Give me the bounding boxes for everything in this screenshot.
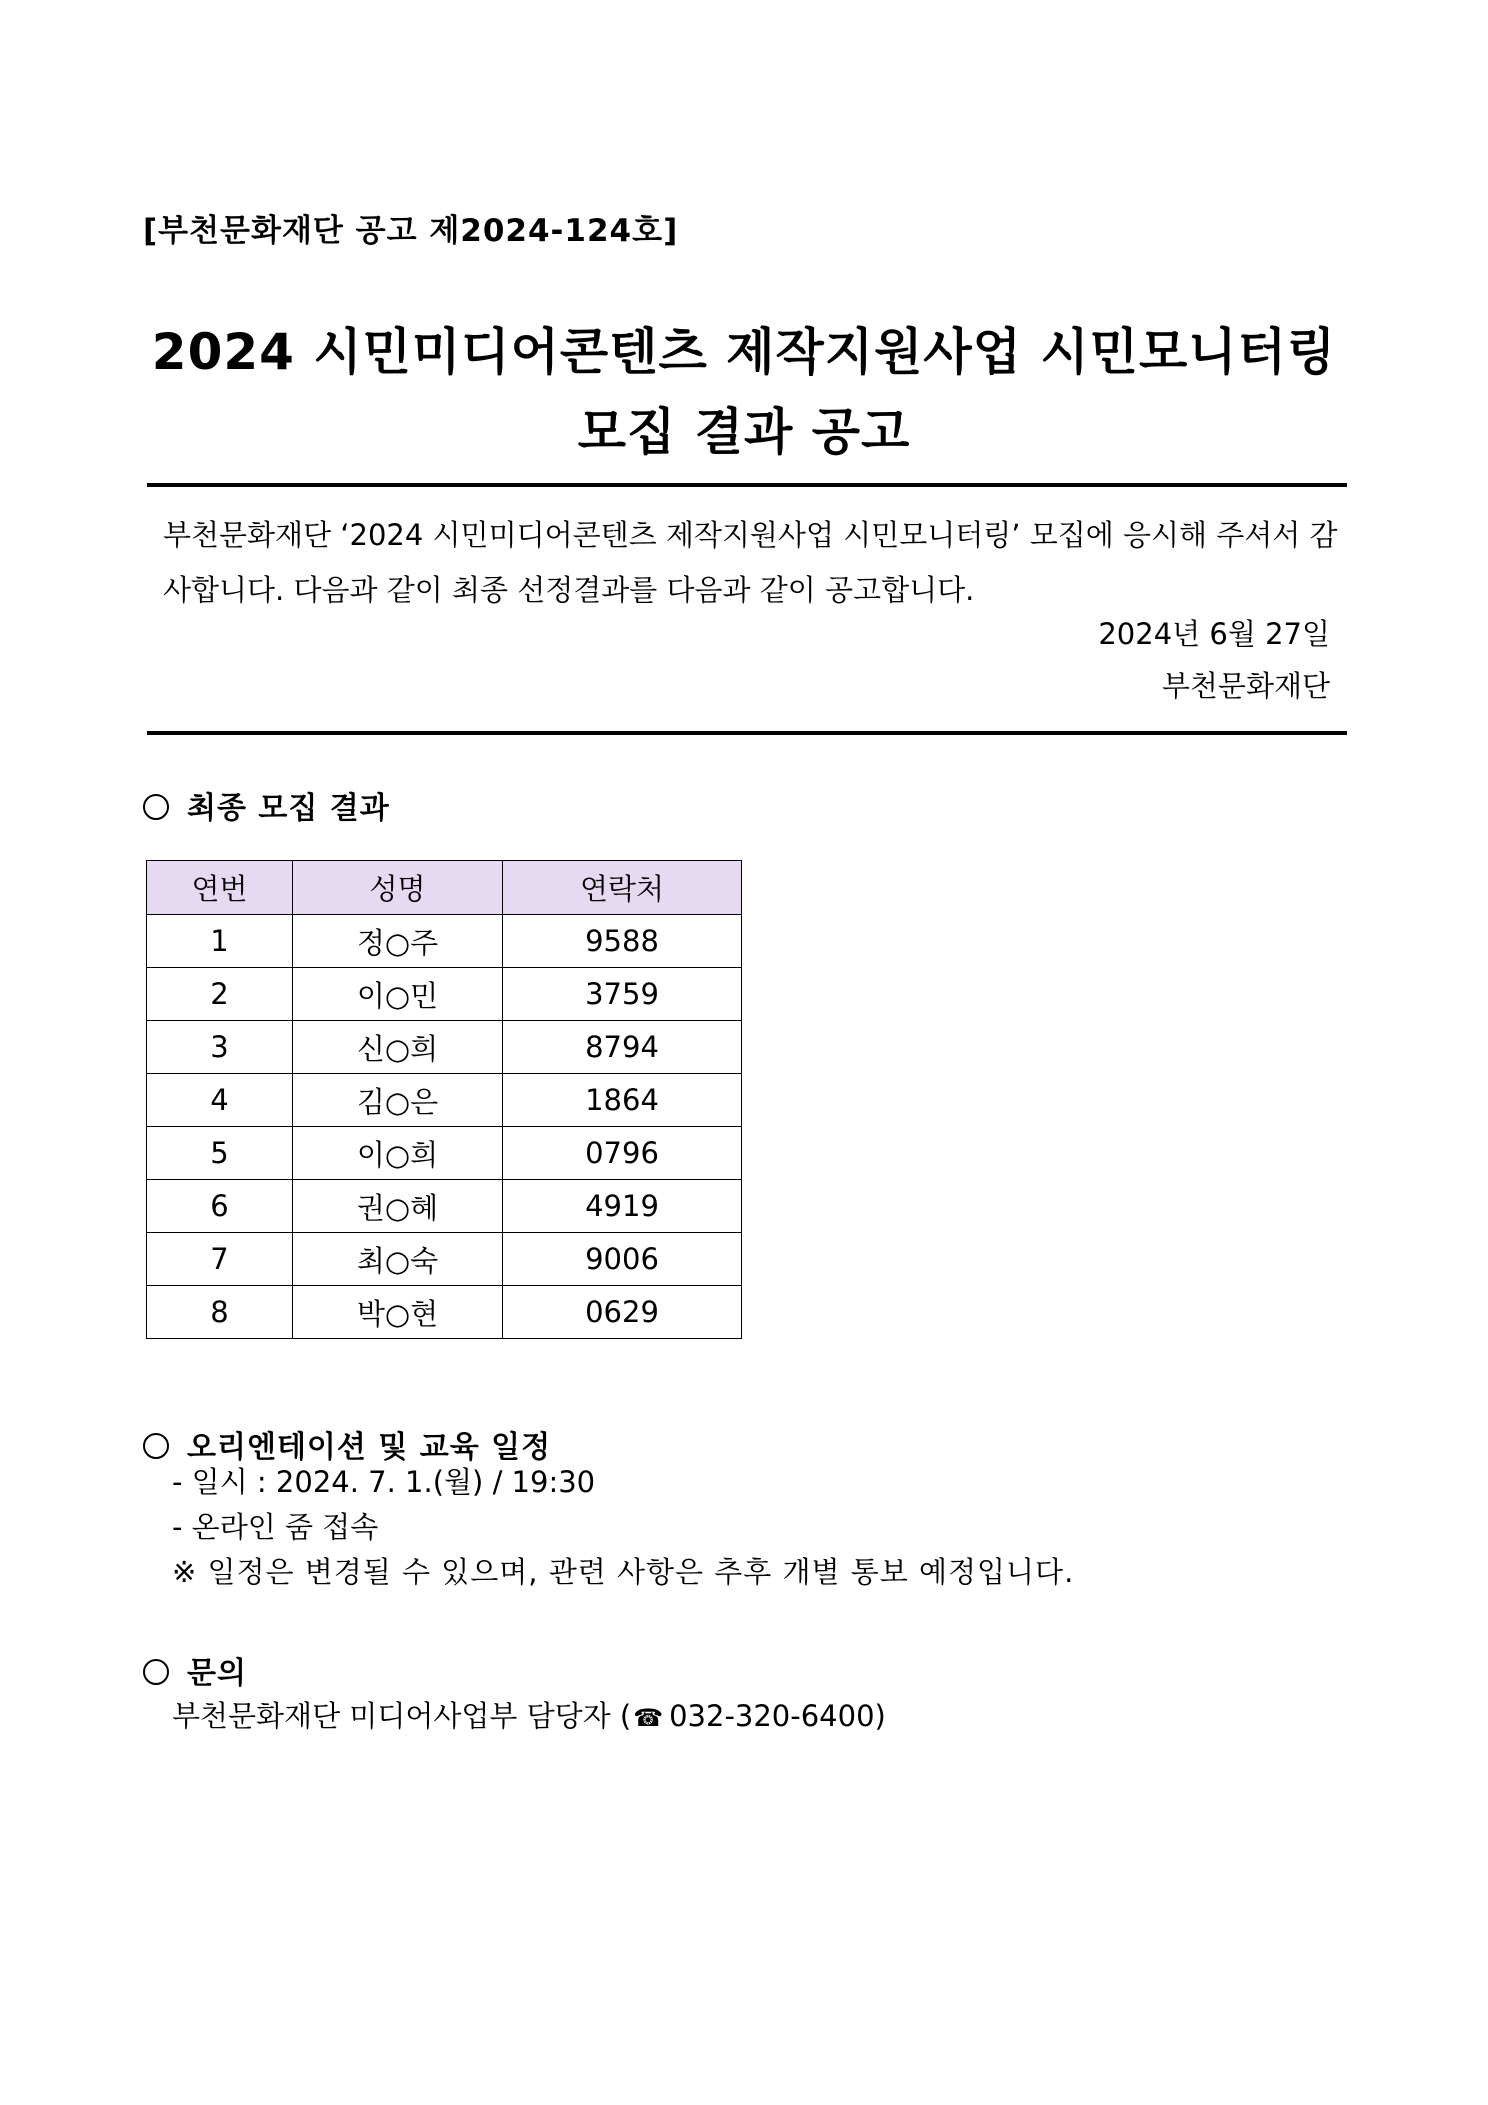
schedule-note: ※ 일정은 변경될 수 있으며, 관련 사항은 추후 개별 통보 예정입니다.: [172, 1555, 1075, 1589]
cell-name: 김○은: [293, 1074, 503, 1127]
cell-contact: 0796: [503, 1127, 742, 1180]
schedule-heading-text: 오리엔테이션 및 교육 일정: [187, 1430, 552, 1465]
table-row: [147, 1286, 742, 1339]
results-section-heading: [143, 783, 390, 827]
column-header-number: 연번: [147, 861, 293, 915]
table-row: [147, 915, 742, 968]
cell-name: 최○숙: [293, 1233, 503, 1286]
top-divider: [147, 483, 1347, 487]
circle-bullet-icon: [143, 1433, 169, 1459]
cell-number: 4: [147, 1074, 293, 1127]
cell-contact: 8794: [503, 1021, 742, 1074]
table-row: [147, 1074, 742, 1127]
contact-phone: 032-320-6400): [669, 1699, 886, 1733]
contact-info: [172, 1694, 886, 1735]
cell-name: 정○주: [293, 915, 503, 968]
cell-number: 8: [147, 1286, 293, 1339]
cell-number: 6: [147, 1180, 293, 1233]
table-row: [147, 1233, 742, 1286]
contact-heading-text: 문의: [187, 1656, 247, 1691]
issuing-organization: 부천문화재단: [1161, 669, 1330, 703]
bottom-divider: [147, 731, 1347, 735]
cell-number: 7: [147, 1233, 293, 1286]
intro-paragraph: 부천문화재단 ‘2024 시민미디어콘텐츠 제작지원사업 시민모니터링’ 모집에 응시해 주셔서 감사합니다. 다음과 같이 최종 선정결과를 다음과 같이 공고합니다.: [163, 518, 1338, 607]
cell-name: 박○현: [293, 1286, 503, 1339]
contact-department: 부천문화재단 미디어사업부 담당자 (: [172, 1699, 632, 1733]
phone-icon: ☎: [633, 1704, 664, 1732]
cell-number: 3: [147, 1021, 293, 1074]
notice-date: 2024년 6월 27일: [1098, 617, 1330, 651]
cell-name: 이○희: [293, 1127, 503, 1180]
schedule-datetime: - 일시 : 2024. 7. 1.(월) / 19:30: [172, 1465, 596, 1499]
results-heading-text: 최종 모집 결과: [187, 791, 390, 826]
cell-contact: 3759: [503, 968, 742, 1021]
schedule-method: - 온라인 줌 접속: [172, 1510, 379, 1544]
cell-number: 1: [147, 915, 293, 968]
table-row: [147, 1127, 742, 1180]
cell-contact: 9588: [503, 915, 742, 968]
results-table: [146, 860, 742, 1339]
cell-contact: 1864: [503, 1074, 742, 1127]
table-row: [147, 1180, 742, 1233]
page-title-line2: 모집 결과 공고: [577, 403, 911, 461]
table-row: [147, 968, 742, 1021]
cell-name: 신○희: [293, 1021, 503, 1074]
cell-contact: 4919: [503, 1180, 742, 1233]
cell-number: 5: [147, 1127, 293, 1180]
table-header-row: [147, 861, 742, 915]
table-row: [147, 1021, 742, 1074]
circle-bullet-icon: [143, 1659, 169, 1685]
column-header-contact: 연락처: [503, 861, 742, 915]
page-title-line1: 2024 시민미디어콘텐츠 제작지원사업 시민모니터링: [151, 323, 1337, 381]
cell-number: 2: [147, 968, 293, 1021]
contact-section-heading: [143, 1648, 247, 1692]
cell-contact: 0629: [503, 1286, 742, 1339]
circle-bullet-icon: [143, 794, 169, 820]
cell-name: 권○혜: [293, 1180, 503, 1233]
column-header-name: 성명: [293, 861, 503, 915]
notice-number: [부천문화재단 공고 제2024-124호]: [143, 213, 679, 249]
cell-contact: 9006: [503, 1233, 742, 1286]
cell-name: 이○민: [293, 968, 503, 1021]
